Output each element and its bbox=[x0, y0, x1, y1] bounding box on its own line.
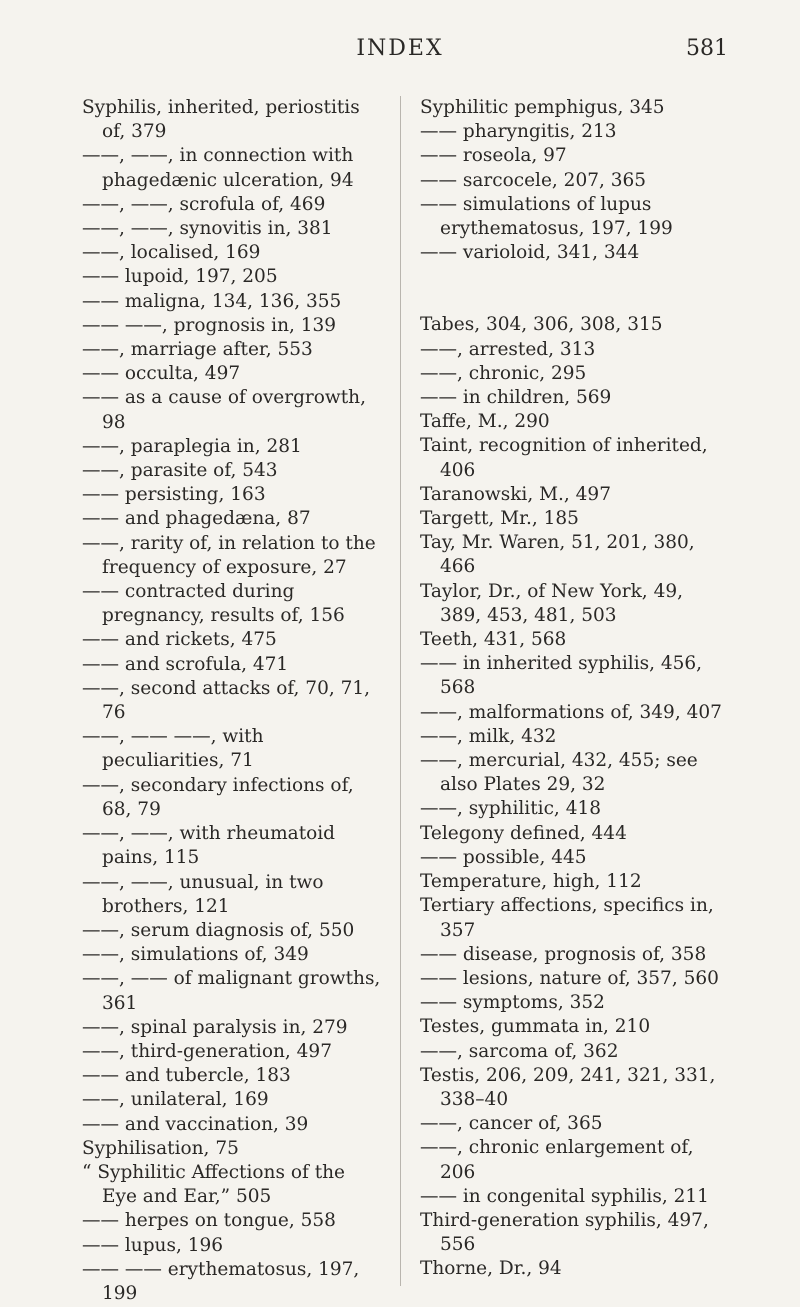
index-entry: ——, arrested, 313 bbox=[420, 338, 596, 360]
index-entry: Tabes, 304, 306, 308, 315 bbox=[420, 314, 663, 336]
index-entry: ——, cancer of, 365 bbox=[420, 1113, 603, 1135]
index-entry: Testes, gummata in, 210 bbox=[420, 1016, 651, 1038]
index-entry: —— and rickets, 475 bbox=[82, 629, 277, 651]
index-entry: Teeth, 431, 568 bbox=[420, 629, 567, 651]
index-entry: Targett, Mr., 185 bbox=[420, 508, 579, 530]
index-entry: ——, ——, unusual, in two brothers, 121 bbox=[82, 871, 324, 917]
index-entry: —— contracted during pregnancy, results of, 156 bbox=[82, 581, 345, 627]
index-column-left bbox=[82, 96, 382, 1306]
index-entry: —— symptoms, 352 bbox=[420, 992, 605, 1014]
index-entry: ——, malformations of, 349, 407 bbox=[420, 701, 722, 723]
index-entry: ——, chronic, 295 bbox=[420, 362, 587, 384]
index-entry: —— in inherited syphilis, 456, 568 bbox=[420, 653, 703, 699]
index-entry: ——, paraplegia in, 281 bbox=[82, 435, 302, 457]
index-entry: —— sarcocele, 207, 365 bbox=[420, 169, 647, 191]
index-entry: ——, ——, in connection with phagedænic ulceration, 94 bbox=[82, 145, 354, 191]
index-entry: —— herpes on tongue, 558 bbox=[82, 1210, 336, 1232]
index-entry: —— roseola, 97 bbox=[420, 145, 567, 167]
index-entry: Syphilisation, 75 bbox=[82, 1137, 239, 1159]
index-entry: Taranowski, M., 497 bbox=[420, 483, 611, 505]
index-entry: ——, —— of malignant growths, 361 bbox=[82, 968, 381, 1014]
index-entry: —— in congenital syphilis, 211 bbox=[420, 1185, 709, 1207]
index-entry: ——, milk, 432 bbox=[420, 725, 557, 747]
index-entry: —— ——, prognosis in, 139 bbox=[82, 314, 337, 336]
index-entry: ——, marriage after, 553 bbox=[82, 339, 313, 361]
index-entry: —— possible, 445 bbox=[420, 846, 587, 868]
index-entry: Syphilitic pemphigus, 345 bbox=[420, 97, 665, 118]
index-entry: ——, ——, scrofula of, 469 bbox=[82, 193, 326, 215]
index-entry: ——, ——, with rheumatoid pains, 115 bbox=[82, 823, 336, 869]
index-entry: ——, parasite of, 543 bbox=[82, 460, 278, 482]
index-entry: Taylor, Dr., of New York, 49, 389, 453, 481, 503 bbox=[420, 580, 683, 626]
index-entry: Testis, 206, 209, 241, 321, 331, 338–40 bbox=[420, 1064, 716, 1110]
index-entry: —— persisting, 163 bbox=[82, 484, 266, 506]
index-entry: ——, second attacks of, 70, 71, 76 bbox=[82, 677, 371, 724]
index-entry: ——, serum diagnosis of, 550 bbox=[82, 919, 355, 941]
index-column-right bbox=[420, 96, 722, 1282]
index-entry: —— and phagedæna, 87 bbox=[82, 508, 311, 530]
index-entry: ——, unilateral, 169 bbox=[82, 1089, 269, 1111]
index-entry: ——, ——, synovitis in, 381 bbox=[82, 218, 333, 240]
index-entry: —— lupoid, 197, 205 bbox=[82, 266, 278, 288]
index-entry: —— and tubercle, 183 bbox=[82, 1065, 291, 1087]
index-entry: ——, syphilitic, 418 bbox=[420, 798, 601, 820]
index-entry: Telegony defined, 444 bbox=[420, 822, 627, 844]
index-entry: ——, third-generation, 497 bbox=[82, 1040, 332, 1062]
index-entry: ——, localised, 169 bbox=[82, 242, 261, 264]
index-entry: —— pharyngitis, 213 bbox=[420, 121, 617, 143]
index-entry: ——, rarity of, in relation to the frequency of exposure, 27 bbox=[82, 532, 376, 578]
index-entry: Tertiary affections, specifics in, 357 bbox=[420, 895, 714, 941]
index-entry: —— lesions, nature of, 357, 560 bbox=[420, 967, 719, 989]
section-gap bbox=[420, 265, 722, 313]
index-entry: ——, simulations of, 349 bbox=[82, 944, 309, 966]
index-entry: Syphilis, inherited, periostitis of, 379 bbox=[82, 97, 360, 143]
page-title: INDEX bbox=[356, 36, 444, 61]
index-entry: Taffe, M., 290 bbox=[420, 411, 550, 433]
index-entry: Thorne, Dr., 94 bbox=[420, 1258, 562, 1280]
index-entry: —— and scrofula, 471 bbox=[82, 653, 289, 675]
index-entry: “ Syphilitic Affections of the Eye and Ear,” 505 bbox=[82, 1161, 345, 1208]
page-header bbox=[0, 36, 800, 66]
index-entry: —— simulations of lupus erythematosus, 197, 199 bbox=[420, 193, 673, 240]
index-entry: ——, —— ——, with peculiarities, 71 bbox=[82, 726, 264, 772]
index-entry: —— in children, 569 bbox=[420, 387, 612, 409]
page-number: 581 bbox=[686, 36, 728, 61]
index-entry: ——, secondary infections of, 68, 79 bbox=[82, 774, 354, 820]
index-entry: Taint, recognition of inherited, 406 bbox=[420, 435, 708, 481]
index-entry: Third-generation syphilis, 497, 556 bbox=[420, 1209, 709, 1256]
index-entry: ——, spinal paralysis in, 279 bbox=[82, 1016, 348, 1038]
index-entry: Temperature, high, 112 bbox=[420, 871, 642, 893]
index-entry: —— and vaccination, 39 bbox=[82, 1113, 309, 1135]
index-entry: ——, mercurial, 432, 455; see also Plates 29, 32 bbox=[420, 750, 698, 796]
index-entry: —— lupus, 196 bbox=[82, 1234, 224, 1256]
index-entry: —— —— erythematosus, 197, 199 bbox=[82, 1258, 360, 1304]
index-entry: ——, chronic enlargement of, 206 bbox=[420, 1137, 694, 1183]
index-entry: Tay, Mr. Waren, 51, 201, 380, 466 bbox=[420, 532, 695, 578]
index-entry: —— as a cause of overgrowth, 98 bbox=[82, 387, 366, 433]
index-entry: —— occulta, 497 bbox=[82, 363, 241, 385]
index-entry: —— maligna, 134, 136, 355 bbox=[82, 290, 342, 312]
index-entry: —— disease, prognosis of, 358 bbox=[420, 943, 707, 965]
index-entry: —— varioloid, 341, 344 bbox=[420, 242, 640, 264]
index-entry: ——, sarcoma of, 362 bbox=[420, 1040, 619, 1062]
column-divider bbox=[400, 96, 401, 1286]
